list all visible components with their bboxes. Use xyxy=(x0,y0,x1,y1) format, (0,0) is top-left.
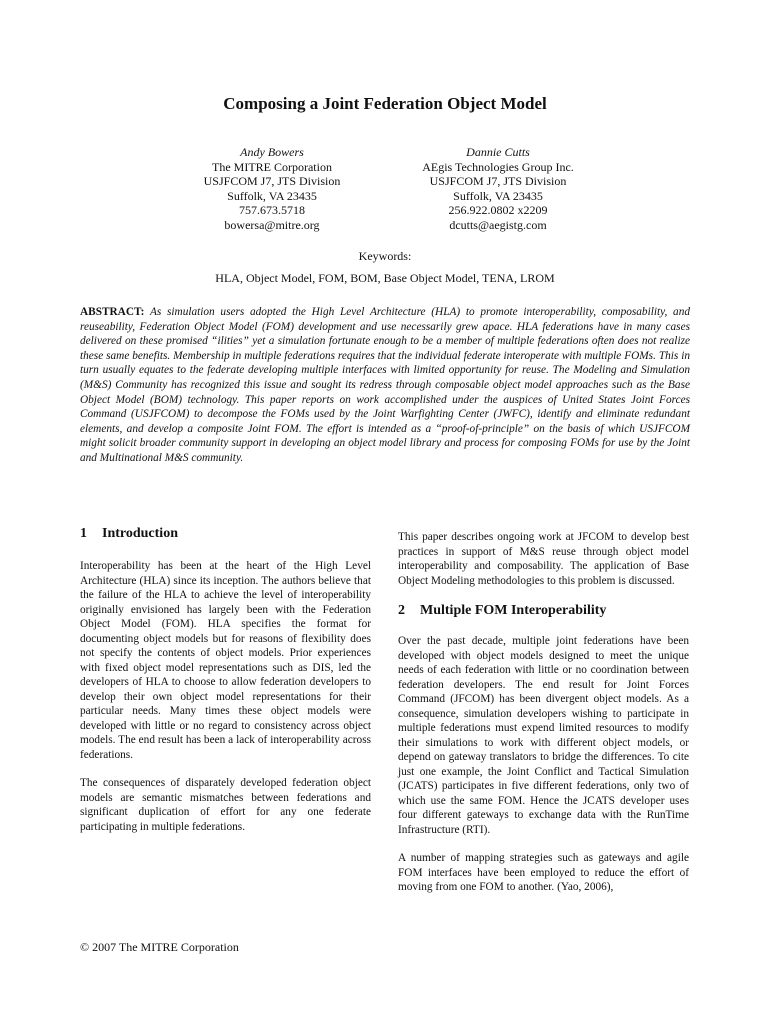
author-block-2 xyxy=(378,145,618,233)
author-name: Dannie Cutts xyxy=(466,145,530,159)
author-location: Suffolk, VA 23435 xyxy=(453,188,543,203)
author-email: dcutts@aegistg.com xyxy=(449,217,547,232)
section-1-continuation: This paper describes ongoing work at JFCOM to develop best practices in support of M&S reuse through object model interoperability and composability. The application of Base Object Modeling methodologies to this problem is discussed. xyxy=(398,531,689,587)
author-org: AEgis Technologies Group Inc. xyxy=(422,159,574,174)
author-block-1 xyxy=(152,145,392,233)
author-division: USJFCOM J7, JTS Division xyxy=(203,174,341,189)
section-2-paragraph-1: Over the past decade, multiple joint federations have been developed with object models designed to meet the unique needs of each federation with little or no coordination between federation developers. The end result for Joint Forces Command (JFCOM) has been divergent object models. As a consequence, simulation developers wishing to participate in multiple federations must expend limited resources to modify their simulations to work with different object models, or depend on gateway translators to bridge the differences. To cite just one example, the Joint Conflict and Tactical Simulation (JCATS) participates in five different federations, only two of which use the same FOM. Hence the JCATS developer uses four different gateways to exchange data with the RunTime Infrastructure (RTI). xyxy=(398,635,689,836)
author-email: bowersa@mitre.org xyxy=(224,217,320,232)
abstract-text: As simulation users adopted the High Level Architecture (HLA) to promote interoperability, composability, and reuseability, Federation Object Model (FOM) development and use necessarily grew apace. HLA federations have in many cases delivered on these promised “ilities” yet a simulation fortunate enough to be a member of multiple federations often does not realize these same benefits. Membership in multiple federations requires that the individual federate interoperate with multiple FOMs. This in turn usually equates to the federate developing multiple interfaces with limited opportunity for reuse. The Modeling and Simulation (M&S) Community has recognized this issue and sought its redress through composable object model approaches such as the Base Object Model (BOM) technology. This paper reports on work accomplished under the auspices of United States Joint Forces Command (USJFCOM) to decompose the FOMs used by the Joint Warfighting Center (JWFC), identify and eliminate redundant elements, and develop a composite Joint FOM. The effort is intended as a “proof-of-principle” on the basis of which USJFCOM might solicit broader community support in developing an object model library and process for composing FOMs for use by the Joint and Multinational M&S community. xyxy=(80,306,691,464)
author-org: The MITRE Corporation xyxy=(212,159,332,174)
right-column xyxy=(398,530,689,909)
author-division: USJFCOM J7, JTS Division xyxy=(429,174,567,189)
author-phone: 256.922.0802 x2209 xyxy=(448,203,548,218)
abstract-label: ABSTRACT: xyxy=(80,306,145,318)
abstract xyxy=(80,305,690,466)
section-number: 2 xyxy=(398,603,405,618)
section-2-paragraph-2: A number of mapping strategies such as gateways and agile FOM interfaces have been employed to reduce the effort of moving from one FOM to another. (Yao, 2006), xyxy=(398,852,689,893)
section-title: Multiple FOM Interoperability xyxy=(420,603,607,618)
left-column xyxy=(80,525,371,848)
section-1-paragraph-1: Interoperability has been at the heart of the High Level Architecture (HLA) since its inception. The authors believe that the failure of the HLA to achieve the level of interoperability originally envisioned has largely been with the Federation Object Model (FOM). HLA specifies the format for documenting object models but for reasons of flexibility does not specify the contents of object models. Prior experiences with fixed object model representations such as DIS, led the developers of HLA to choose to allow federation developers to develop their own object model representations for their particular needs. Many times these object models were developed with little or no regard to consistency across object models. The end result has been a lack of interoperability across federations. xyxy=(80,560,371,761)
section-title: Introduction xyxy=(102,526,178,541)
section-number: 1 xyxy=(80,526,87,541)
paper-title: Composing a Joint Federation Object Model xyxy=(223,94,547,113)
keywords-label: Keywords: xyxy=(358,249,412,263)
keywords-list: HLA, Object Model, FOM, BOM, Base Object Model, TENA, LROM xyxy=(215,271,555,285)
copyright-footer: © 2007 The MITRE Corporation xyxy=(80,940,239,954)
section-1-heading xyxy=(80,525,371,543)
author-phone: 757.673.5718 xyxy=(239,203,305,218)
author-name: Andy Bowers xyxy=(240,145,304,159)
section-1-paragraph-2: The consequences of disparately developed federation object models are semantic mismatches between federations and significant duplication of effort for any one federate participating in multiple federations. xyxy=(80,777,371,833)
section-2-heading xyxy=(398,602,689,620)
author-location: Suffolk, VA 23435 xyxy=(227,188,317,203)
